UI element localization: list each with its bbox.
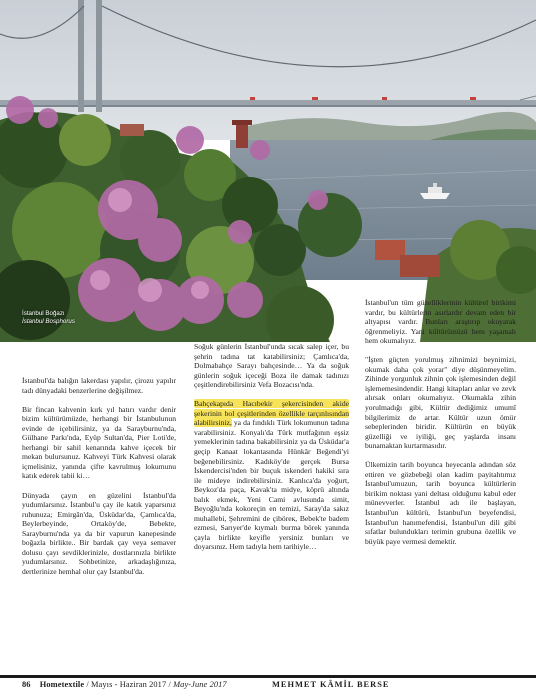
paragraph: İstanbul'un tüm güzelliklerinin kültürel birikimi vardır, bu kültürlerin asırlardır devam eden bir altyapısı vardır. Bunları araştırıp okuyarak öğrenmeliyiz. Yani kültürümüzü hem yaşamalı hem okumalıyız. — [365, 298, 516, 346]
footer-issue-line — [22, 680, 227, 689]
paragraph: İstanbul'da balığın lakerdası yapılır, çirozu yapılır tadı dünyadaki benzerlerine değişilmez. — [22, 376, 176, 395]
photo-caption-en: İstanbul Bosphorus — [22, 318, 75, 325]
paragraph: Dünyada çayın en güzelini İstanbul'da yudumlarsınız. İstanbul'u çay ile katık yaparsınız ruhunuza; Emirgân'da, Üsküdar'da, Çamlıca'da, Beylerbeyinde, Ortaköy'de, Bebekte, Sarayburnu'nda ya da bir vapurun kanepesinde boğazla birlikte.. Bir bardak çay veya semaver dolusu çayı sevdiklerinizle, dostlarınızla birlikte yudumlarsınız. Sohbetinize, arkadaşlığınıza, dertlerinize hemhal olur çay İstanbul'da. — [22, 490, 176, 576]
paragraph-text: ya da fındıklı Türk lokumunun tadına varabilirsiniz. Konyalı'da Türk mutfağının eşsiz yemeklerinin tadına bakabilirsiniz ya da Üsküdar'a geçip Kanaat lokantasında Hünkâr Beğendi'yi beğenebilirsiniz. Kadıköy'de gerçek Bursa İskendercisi'nden bir buçuk iskenderi hakiki sıra ile mideye indirebilirsiniz. Kanlıca'da yoğurt, Beykoz'da paça, Kavak'ta midye, köprü altında balık ekmek, Yeni Cami avlusunda simit, Beyoğlu'nda kokoreçin en temizi, Saray'da sakız muhallebi, Şehremini de çiböreк, Bebek'te badem ezmesi, Sarıyer'de kıymalı burma börek yanında çayla birlikte keyifle yersiniz bunları ve doyarsınız. Hem tadıyla hem tarihiyle… — [194, 418, 349, 552]
right-column — [365, 298, 516, 556]
footer-rule — [0, 675, 536, 678]
paragraph — [194, 399, 349, 552]
bosphorus-photo — [0, 0, 536, 342]
page-footer — [0, 673, 536, 696]
page-number: 86 — [22, 680, 31, 689]
author-name: MEHMET KÂMİL BERSE — [272, 680, 390, 689]
paragraph: Ülkemizin tarih boyunca heyecanla adından söz ettiren ve gözbebeği olan kadim payitahtımız İstanbul'umuzun, tarih boyunca kültürlerin birikim noktası yani deltası olduğunu kabul eder münevverler. İstanbul adı ile başlayan, İstanbul'un kültürü, İstanbul'un beyefendisi, İstanbul'un hanımefendisi, İstanbul'un dili gibi sıfatlar bulundukları terimin grubuna özellik ve büyük paye vermesi demektir. — [365, 460, 516, 546]
photo-caption — [22, 310, 75, 326]
photo-caption-tr: İstanbul Boğazı — [22, 310, 65, 317]
magazine-name: Hometextile — [39, 680, 85, 689]
bosphorus-illustration — [0, 0, 536, 342]
paragraph: Soğuk günlerin İstanbul'unda sıcak salep içer, bu şehrin tadına tat katabilirsiniz; Çamlıca'da, Dolmabahçe Sarayı bahçesinde… Ya da soğuk günlerin soğuk içeceği Boza ile damak tadınızı çeşitlendirebilirsiniz Vefa Bozacısı'nda. — [194, 342, 349, 390]
separator: / — [168, 680, 171, 689]
issue-en: May-June 2017 — [173, 680, 227, 689]
separator: / — [86, 680, 89, 689]
highlighted-text: Bahçekapıda Hacıbekir şekercisinden akide şekerinin bol çeşitlerinden özellikle tarçınlısından alabilirsiniz, — [194, 399, 349, 428]
paragraph: Bir fincan kahvenin kırk yıl hatırı vardır denir bizim kültürümüzde, herhangi bir İstanbulunun evinde de içebilirsiniz, ya da Sarayburnu'nda, Gülhane Parkı'nda, Eyüp Sultan'da, Pier Loti'de, herhangi bir sahil kenarında kahve içecek bir mekan bulursunuz. Kahveyi Türk Kahvesi olarak içmelisiniz, yanında çifte kavrulmuş lokumunu katık ederek tabii ki… — [22, 404, 176, 481]
paragraph: "İşten güçten yorulmuş zihnimizi beynimizi, okumak daha çok yorar" diye düşünmeyelim. Zihinde yorgunluk zihnin çok işlemesinden değil işlememesindendir. Hangi kitapları anlar ve zevk alırsak onları okumalıyız. Okumakla zihin yorulmadığı gibi, Kültür dediğimiz umumî bilgilerimiz de artar. Kültür uzun ömür sebeplerinden biridir. Kültürün en büyük güzelliği ve iyiliği, geç yaşlarda insanı bunamaktan kurtarmasıdır. — [365, 355, 516, 451]
middle-column — [194, 342, 349, 562]
left-column — [22, 376, 176, 586]
issue-tr: Mayıs - Haziran 2017 — [90, 680, 167, 689]
